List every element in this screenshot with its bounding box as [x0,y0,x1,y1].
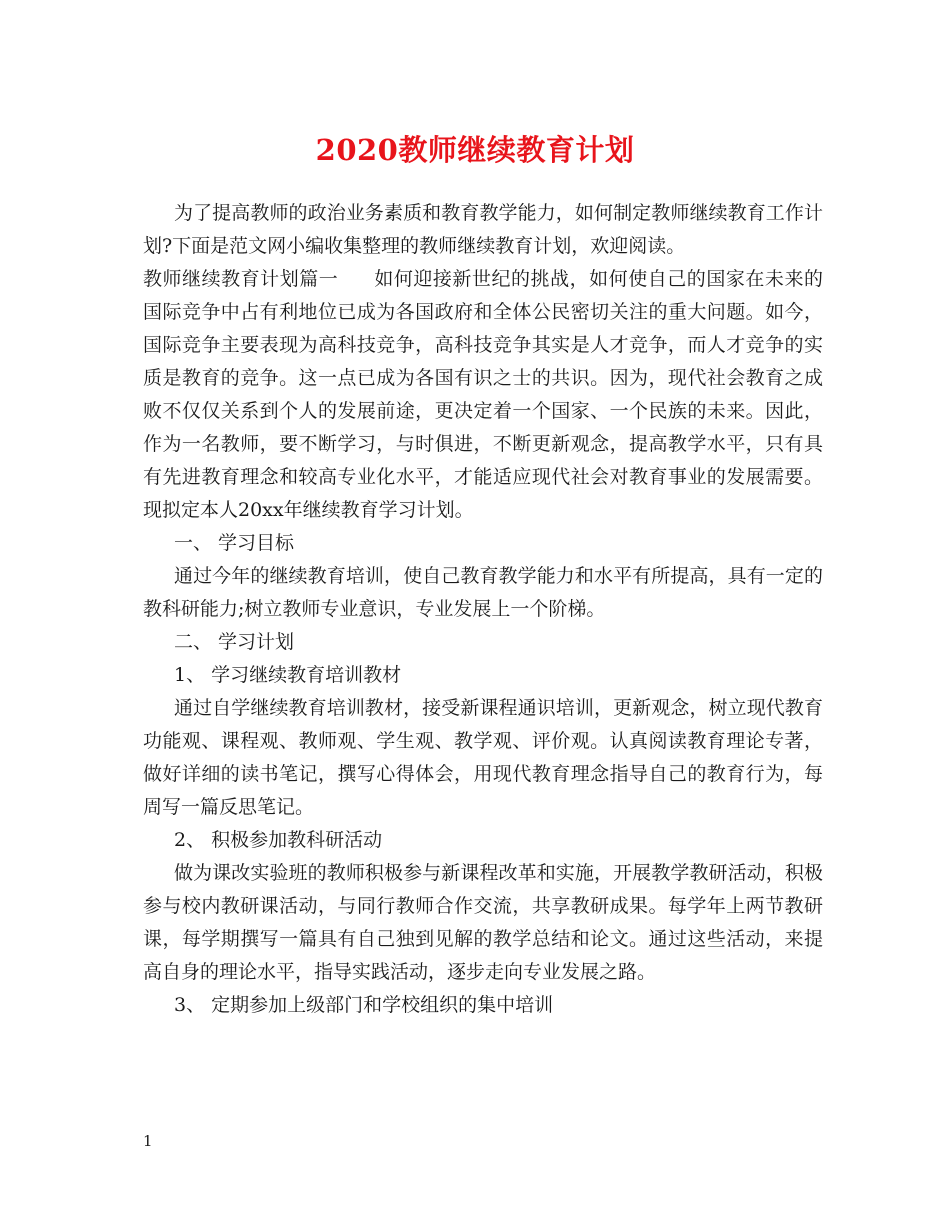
item-1-paragraph: 通过自学继续教育培训教材，接受新课程通识培训，更新观念，树立现代教育功能观、课程观、教师观、学生观、教学观、评价观。认真阅读教育理论专著，做好详细的读书笔记，撰写心得体会，用现代教育理念指导自己的教育行为，每周写一篇反思笔记。 [143,697,823,818]
intro-paragraph: 为了提高教师的政治业务素质和教育教学能力，如何制定教师继续教育工作计划?下面是范文网小编收集整理的教师继续教育计划，欢迎阅读。 [143,202,823,257]
section-paragraph [143,263,823,527]
paragraph-study-goal: 通过今年的继续教育培训，使自己教育教学能力和水平有所提高，具有一定的教科研能力;树立教师专业意识，专业发展上一个阶梯。 [143,565,823,620]
section-text: 如何迎接新世纪的挑战，如何使自己的国家在未来的国际竞争中占有利地位已成为各国政府和全体公民密切关注的重大问题。如今，国际竞争主要表现为高科技竞争，高科技竞争其实是人才竞争，而人才竞争的实质是教育的竞争。这一点已成为各国有识之士的共识。因为，现代社会教育之成败不仅仅关系到个人的发展前途，更决定着一个国家、一个民族的未来。因此，作为一名教师，要不断学习，与时俱进，不断更新观念，提高教学水平，只有具有先进教育理念和较高专业化水平，才能适应现代社会对教育事业的发展需要。现拟定本人20xx年继续教育学习计划。 [143,268,823,521]
page-number: 1 [143,1132,153,1150]
document-body [143,197,823,1022]
heading-study-goal: 一、 学习目标 [174,532,295,554]
document-title: 2020教师继续教育计划 [315,133,635,167]
section-label: 教师继续教育计划篇一 [143,268,339,290]
item-2-heading: 2、 积极参加教科研活动 [174,829,383,851]
item-2-paragraph: 做为课改实验班的教师积极参与新课程改革和实施，开展教学教研活动，积极参与校内教研课活动，与同行教师合作交流，共享教研成果。每学年上两节教研课，每学期撰写一篇具有自己独到见解的教学总结和论文。通过这些活动，来提高自身的理论水平，指导实践活动，逐步走向专业发展之路。 [143,862,823,983]
heading-study-plan: 二、 学习计划 [174,631,295,653]
item-1-heading: 1、 学习继续教育培训教材 [174,664,402,686]
item-3-heading: 3、 定期参加上级部门和学校组织的集中培训 [174,994,554,1016]
